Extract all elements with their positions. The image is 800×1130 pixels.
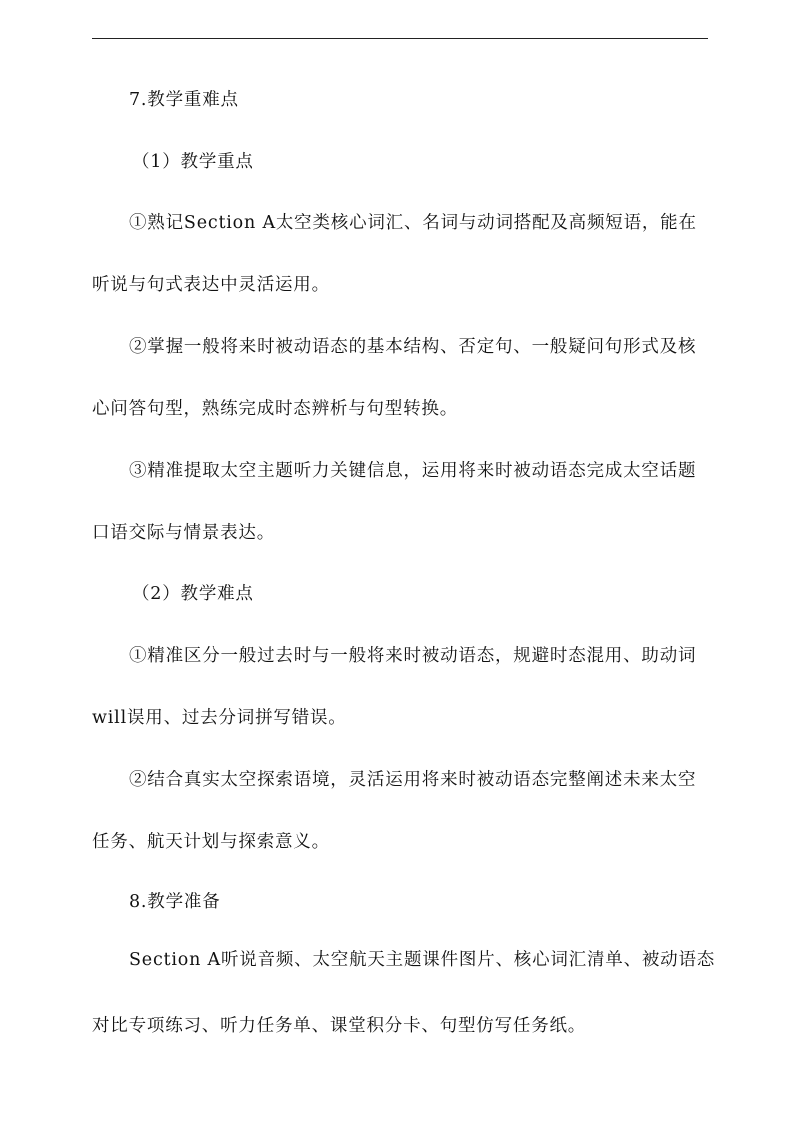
section-7-heading: 7.教学重难点 [129,90,239,110]
difficulty-item-2-line-1: ②结合真实太空探索语境，灵活运用将来时被动语态完整阐述未来太空 [129,770,697,790]
focus-item-3-line-2: 口语交际与情景表达。 [92,523,275,543]
difficulty-item-1-line-2: will误用、过去分词拼写错误。 [92,708,347,728]
focus-item-1-line-1: ①熟记Section A太空类核心词汇、名词与动词搭配及高频短语，能在 [129,213,697,233]
difficulty-item-2-line-2: 任务、航天计划与探索意义。 [92,832,330,852]
focus-item-1-line-2: 听说与句式表达中灵活运用。 [92,275,330,295]
section-8-line-1: Section A听说音频、太空航天主题课件图片、核心词汇清单、被动语态 [129,950,716,970]
focus-item-2-line-2: 心问答句型，熟练完成时态辨析与句型转换。 [92,399,458,419]
focus-item-2-line-1: ②掌握一般将来时被动语态的基本结构、否定句、一般疑问句形式及核 [129,337,697,357]
focus-item-3-line-1: ③精准提取太空主题听力关键信息，运用将来时被动语态完成太空话题 [129,461,697,481]
section-8-heading: 8.教学准备 [129,892,221,912]
difficulty-heading: （2）教学难点 [132,584,254,604]
focus-heading: （1）教学重点 [132,152,254,172]
section-8-line-2: 对比专项练习、听力任务单、课堂积分卡、句型仿写任务纸。 [92,1016,587,1036]
header-rule [92,38,708,39]
difficulty-item-1-line-1: ①精准区分一般过去时与一般将来时被动语态，规避时态混用、助动词 [129,646,697,666]
